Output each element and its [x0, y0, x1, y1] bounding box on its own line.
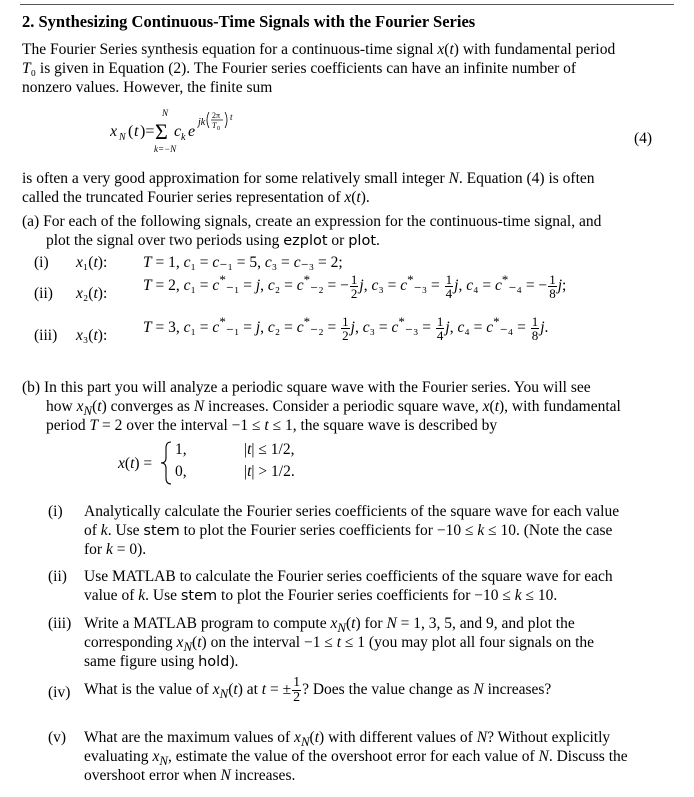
svg-text:e: e	[188, 123, 196, 140]
code-plot: plot	[348, 233, 377, 249]
case-2-value: 0,	[175, 463, 187, 480]
section-title: 2. Synthesizing Continuous-Time Signals with the Fourier Series	[22, 12, 476, 31]
svg-text:N: N	[162, 108, 169, 118]
item-b-i-line-1: Analytically calculate the Fourier series coefficients of the square wave for each value	[84, 503, 620, 520]
part-b-line-3: period T = 2 over the interval −1 ≤ t ≤ 1, the square wave is described by	[46, 417, 498, 434]
top-rule	[20, 4, 674, 5]
case-2-condition: |t| > 1/2.	[244, 463, 295, 480]
item-a-ii-label: (ii)	[34, 285, 53, 302]
item-a-iii-signal: x₃(t):	[76, 327, 108, 344]
item-b-iv-line-1: What is the value of $x_N(t)$ at t = ± $\frac{1}{2}$ ? Does the value change as N increases?	[84, 675, 552, 705]
item-b-iv-label: (iv)	[48, 684, 71, 701]
code-stem: stem	[143, 523, 180, 539]
svg-text:k: k	[181, 132, 186, 143]
item-b-v-line-1: What are the maximum values of $x_N(t)$ with different values of N? Without explicitly	[84, 729, 611, 750]
svg-text:T: T	[212, 121, 217, 130]
svg-text:N: N	[119, 132, 126, 143]
item-a-iii-label: (iii)	[34, 327, 58, 344]
item-b-v-line-3: overshoot error when N increases.	[84, 767, 296, 784]
intro-line-2: T₀ is given in Equation (2). The Fourier series coefficients can have an infinite number of	[22, 60, 577, 77]
svg-text:c: c	[174, 123, 182, 140]
part-b-line-1: (b) In this part you will analyze a periodic square wave with the Fourier series. You will see	[22, 379, 591, 396]
code-hold: hold	[198, 654, 230, 670]
part-b-line-2: how $x_N(t)$ converges as N increases. Consider a periodic square wave, x(t), with fundamental	[46, 398, 621, 419]
svg-text:(: (	[128, 123, 134, 140]
item-a-i-label: (i)	[34, 254, 49, 271]
svg-text:t: t	[134, 123, 139, 140]
item-a-i-signal: x₁(t):	[76, 254, 108, 271]
item-b-iii-line-3: same figure using hold).	[84, 653, 239, 670]
equation-number: (4)	[634, 130, 653, 147]
item-b-iii-label: (iii)	[48, 615, 72, 632]
svg-text:0: 0	[217, 126, 220, 132]
code-ezplot: ezplot	[283, 233, 328, 249]
item-b-i-label: (i)	[48, 503, 63, 520]
intro-line-3: nonzero values. However, the finite sum	[22, 79, 273, 96]
item-a-i-spec: T = 1, c₁ = c₋₁ = 5, c₃ = c₋₃ = 2;	[143, 254, 343, 271]
part-a-line-2: plot the signal over two periods using ezplot or plot.	[46, 232, 380, 249]
item-b-v-label: (v)	[48, 729, 67, 746]
item-b-ii-line-1: Use MATLAB to calculate the Fourier series coefficients of the square wave for each	[84, 568, 613, 585]
item-b-ii-label: (ii)	[48, 568, 67, 585]
intro-line-4: is often a very good approximation for some relatively small integer N. Equation (4) is often	[22, 170, 595, 187]
item-b-i-line-2: of k. Use stem to plot the Fourier series coefficients for −10 ≤ k ≤ 10. (Note the case	[84, 522, 613, 539]
case-1-condition: |t| ≤ 1/2,	[244, 441, 295, 458]
item-b-iii-line-1: Write a MATLAB program to compute $x_N(t)$ for N = 1, 3, 5, and 9, and plot the	[84, 615, 575, 636]
svg-text:k=−N: k=−N	[154, 144, 177, 154]
item-a-iii-spec: T = 3, c₁ = c*₋₁ = j, c₂ = c*₋₂ = $\frac{1}{2}$ j, c₃ = c*₋₃ = $\frac{1}{4}$ j, c₄ = c*₋₄ = $\frac{1}{8}$ j.	[143, 314, 549, 344]
svg-text:x: x	[110, 123, 118, 140]
item-b-i-line-3: for k = 0).	[84, 541, 147, 558]
item-a-ii-spec: T = 2, c₁ = c*₋₁ = j, c₂ = c*₋₂ = − $\frac{1}{2}$ j, c₃ = c*₋₃ = $\frac{1}{4}$ j, c₄ = c*₋₄ = − $\frac{1}{8}$ j;	[143, 272, 567, 302]
code-stem-2: stem	[180, 588, 218, 604]
truncated-sum-equation	[110, 100, 310, 162]
piecewise-brace	[159, 440, 173, 486]
piecewise-lhs: x(t) =	[118, 455, 153, 472]
svg-text:)=: )=	[140, 123, 155, 140]
item-b-ii-line-2: value of k. Use stem to plot the Fourier series coefficients for −10 ≤ k ≤ 10.	[84, 587, 558, 604]
intro-line-1: The Fourier Series synthesis equation for a continuous-time signal x(t) with fundamental period	[22, 41, 616, 58]
case-1-value: 1,	[175, 441, 187, 458]
item-b-v-line-2: evaluating $x_N$, estimate the value of the overshoot error for each value of N. Discuss the	[84, 748, 628, 769]
svg-text:2π: 2π	[212, 111, 221, 120]
svg-text:t: t	[230, 112, 233, 122]
intro-line-5: called the truncated Fourier series representation of x(t).	[22, 189, 370, 206]
svg-text:jk: jk	[198, 117, 206, 128]
item-b-iii-line-2: corresponding $x_N(t)$ on the interval −1 ≤ t ≤ 1 (you may plot all four signals on the	[84, 634, 595, 655]
svg-text:Σ: Σ	[155, 119, 168, 144]
part-a-line-1: (a) For each of the following signals, create an expression for the continuous-time signal, and	[22, 213, 602, 230]
item-a-ii-signal: x₂(t):	[76, 285, 108, 302]
